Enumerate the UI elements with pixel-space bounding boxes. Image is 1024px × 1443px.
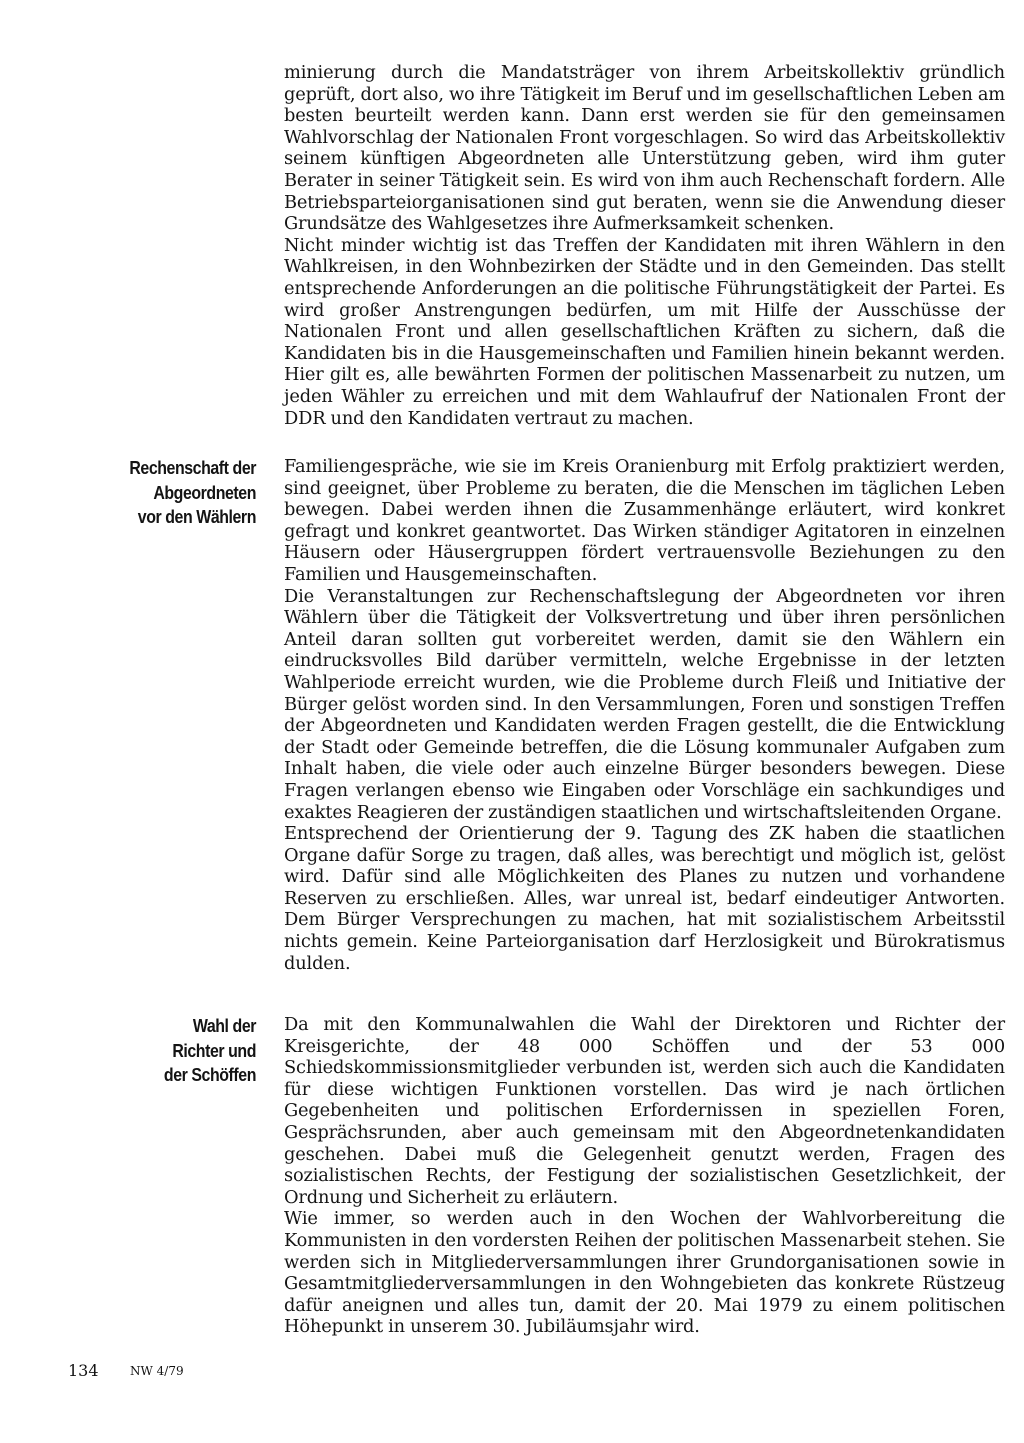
heading-line: Richter und: [172, 1039, 256, 1061]
paragraph: Nicht minder wichtig ist das Treffen der Kandidaten mit ihren Wählern in den Wahlkreisen, in den Wohnbezirken der Städte und in den Gemeinden. Das stellt entsprechende Anforderungen an die politische Führungstätigkeit der Partei. Es wird großer Anstrengungen bedürfen, um mit Hilfe der Ausschüsse der Nationalen Front und allen gesellschaftlichen Kräften zu sichern, daß die Kandidaten bis in die Hausgemeinschaften und Familien hinein bekannt werden. Hier gilt es, alle bewährten Formen der politischen Massenarbeit zu nutzen, um jeden Wähler zu erreichen und mit dem Wahlaufruf der Nationalen Front der DDR und den Kandidaten vertraut zu machen.: [284, 234, 1005, 429]
paragraph: Familiengespräche, wie sie im Kreis Oranienburg mit Erfolg praktiziert werden, sind geeignet, über Probleme zu beraten, die die Menschen im täglichen Leben bewegen. Dabei werden ihnen die Zusammenhänge erläutert, wird konkret gefragt und konkret geantwortet. Das Wirken ständiger Agitatoren in einzelnen Häusern oder Häusergruppen fördert vertrauensvolle Beziehungen zu den Familien und Hausgemeinschaften.: [284, 456, 1005, 585]
paragraph: Die Veranstaltungen zur Rechenschaftslegung der Abgeordneten vor ihren Wählern über die Tätigkeit der Volksvertretung und über ihren persönlichen Anteil daran sollten gut vorbereitet werden, damit sie den Wählern ein eindrucksvolles Bild darüber vermitteln, welche Ergebnisse in der letzten Wahlperiode erreicht wurden, wie die Probleme durch Fleiß und Initiative der Bürger gelöst worden sind. In den Versammlungen, Foren und sonstigen Treffen der Abgeordneten und Kandidaten werden Fragen gestellt, die die Entwicklung der Stadt oder Gemeinde betreffen, die die Lösung kommunaler Aufgaben zum Inhalt haben, die viele oder auch einzelne Bürger besonders bewegen. Diese Fragen verlangen ebenso wie Eingaben oder Vorschläge ein sachkundiges und exaktes Reagieren der zuständigen staatlichen und wirtschaftsleitenden Organe.: [284, 585, 1005, 823]
paragraph: Entsprechend der Orientierung der 9. Tagung des ZK haben die staatlichen Organe dafür Sorge zu tragen, daß alles, was berechtigt und möglich ist, gelöst wird. Dafür sind alle Möglichkeiten des Planes zu nutzen und vorhandene Reserven zu erschließen. Alles, war unreal ist, bedarf eindeutiger Antworten. Dem Bürger Versprechungen zu machen, hat mit sozialistischem Arbeitsstil nichts gemein. Keine Parteiorganisation darf Herzlosigkeit und Bürokratismus dulden.: [284, 823, 1005, 974]
paragraph: Da mit den Kommunalwahlen die Wahl der Direktoren und Richter der Kreisgerichte, der 48 000 Schöffen und der 53 000 Schiedskommissionsmitglieder verbunden ist, werden sich auch die Kandidaten für diese wichtigen Funktionen vorstellen. Das wird je nach örtlichen Gegebenheiten und politischen Erfordernissen in speziellen Foren, Gesprächsrunden, aber auch gemeinsam mit den Abgeordnetenkandidaten geschehen. Dabei muß die Gelegenheit genutzt werden, Fragen des sozialistischen Rechts, der Festigung der sozialistischen Gesetzlichkeit, der Ordnung und Sicherheit zu erläutern.: [284, 1014, 1005, 1208]
marginal-heading-wahl-richter: [84, 1014, 256, 1088]
heading-line: Abgeordneten: [153, 481, 256, 503]
heading-line: der Schöffen: [163, 1064, 256, 1085]
paragraph: Wie immer, so werden auch in den Wochen der Wahlvorbereitung die Kommunisten in den vordersten Reihen der politischen Massenarbeit stehen. Sie werden sich in Mitgliederversammlungen ihrer Grundorganisationen sowie in Gesamtmitgliederversammlungen in den Wohngebieten das konkrete Rüstzeug dafür aneignen und alles tun, damit der 20. Mai 1979 zu einem politischen Höhepunkt in unserem 30. Jubiläumsjahr wird.: [284, 1208, 1005, 1338]
text-block-rechenschaft: [284, 456, 1005, 974]
issue-label: NW 4/79: [130, 1364, 184, 1378]
heading-line: vor den Wählern: [137, 506, 256, 527]
marginal-heading-rechenschaft: [84, 456, 256, 530]
heading-line: Rechenschaft der: [129, 457, 256, 478]
heading-line: Wahl der: [192, 1015, 256, 1036]
text-block-intro: [284, 62, 1005, 429]
text-block-wahl-richter: [284, 1014, 1005, 1338]
paragraph: minierung durch die Mandatsträger von ihrem Arbeitskollektiv gründlich geprüft, dort also, wo ihre Tätigkeit im Beruf und im gesellschaftlichen Leben am besten beurteilt werden kann. Dann erst werden sie für den gemeinsamen Wahlvorschlag der Nationalen Front vorgeschlagen. So wird das Arbeitskollektiv seinem künftigen Abgeordneten alle Unterstützung geben, wird ihm guter Berater in seiner Tätigkeit sein. Es wird von ihm auch Rechenschaft fordern. Alle Betriebsparteiorganisationen sind gut beraten, wenn sie die Anwendung dieser Grundsätze des Wahlgesetzes ihre Aufmerksamkeit schenken.: [284, 62, 1005, 235]
page-number: 134: [68, 1361, 99, 1380]
